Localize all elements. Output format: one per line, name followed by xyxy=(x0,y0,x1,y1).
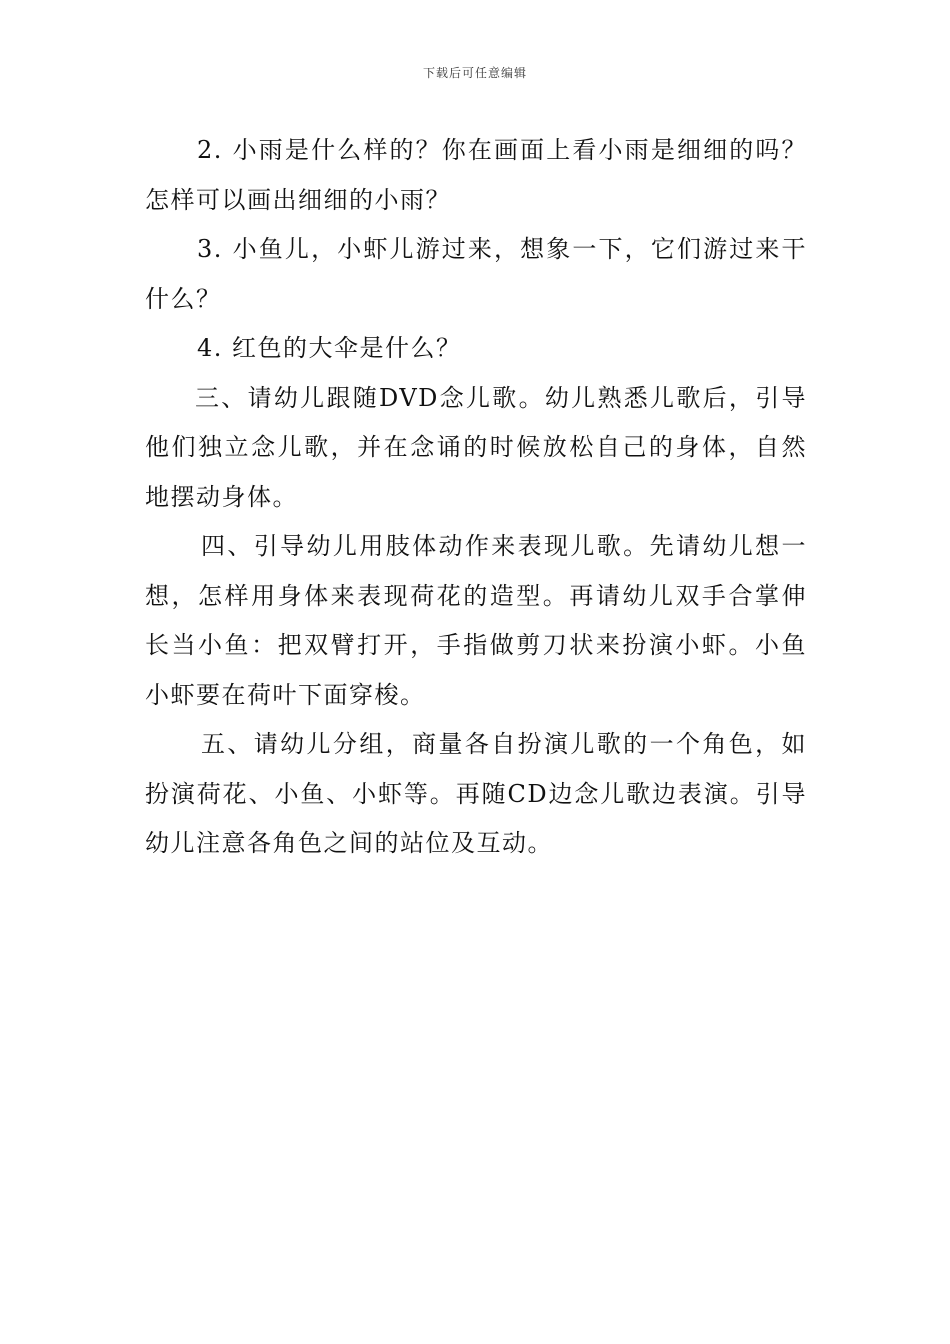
document-body xyxy=(145,126,807,869)
paragraph-question-4: 4. 红色的大伞是什么？ xyxy=(197,334,462,362)
paragraph-step-4: 四、引导幼儿用肢体动作来表现儿歌。先请幼儿想一想，怎样用身体来表现荷花的造型。再请幼儿双手合掌伸长当小鱼：把双臂打开，手指做剪刀状来扮演小虾。小鱼小虾要在荷叶下面穿梭。 xyxy=(145,532,807,709)
paragraph-step-5: 五、请幼儿分组，商量各自扮演儿歌的一个角色，如扮演荷花、小鱼、小虾等。再随CD边念儿歌边表演。引导幼儿注意各角色之间的站位及互动。 xyxy=(145,730,807,857)
header-note: 下载后可任意编辑 xyxy=(422,66,527,80)
paragraph-question-3: 3. 小鱼儿，小虾儿游过来，想象一下，它们游过来干什么？ xyxy=(145,235,807,313)
paragraph-step-3: 三、请幼儿跟随DVD念儿歌。幼儿熟悉儿歌后，引导他们独立念儿歌，并在念诵的时候放松自己的身体，自然地摆动身体。 xyxy=(145,383,807,511)
paragraph-question-2: 2. 小雨是什么样的？你在画面上看小雨是细细的吗？怎样可以画出细细的小雨？ xyxy=(145,136,807,214)
